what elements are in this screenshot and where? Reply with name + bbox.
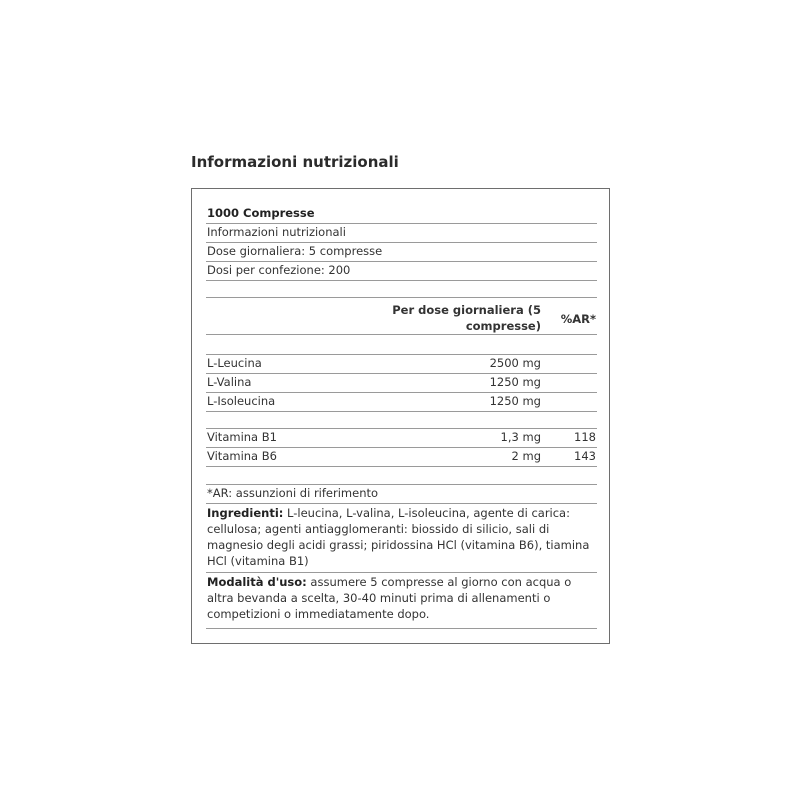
product-label: 1000 Compresse bbox=[207, 206, 315, 220]
nutrient-amount: 2 mg bbox=[511, 449, 541, 463]
table-header-row bbox=[206, 298, 597, 335]
section-label: Informazioni nutrizionali bbox=[207, 225, 346, 239]
nutrient-name: L-Leucina bbox=[207, 356, 262, 370]
table-row bbox=[206, 429, 597, 448]
spacer-row bbox=[206, 412, 597, 429]
page-title: Informazioni nutrizionali bbox=[191, 153, 399, 171]
footnote: *AR: assunzioni di riferimento bbox=[207, 486, 379, 500]
usage-text: assumere 5 compresse al giorno con acqua o altra bevanda a scelta, 30-40 minuti prima di allenamenti o competizioni o immediatamente dopo. bbox=[207, 575, 572, 621]
usage-block bbox=[206, 573, 597, 629]
doses-per-pack-row bbox=[206, 262, 597, 281]
ingredients-label: Ingredienti: bbox=[207, 506, 284, 520]
table-row bbox=[206, 448, 597, 467]
spacer-row bbox=[206, 281, 597, 298]
nutrient-name: Vitamina B1 bbox=[207, 430, 277, 444]
nutrient-amount: 1250 mg bbox=[489, 375, 541, 389]
header-ar: %AR* bbox=[560, 312, 596, 326]
section-row bbox=[206, 224, 597, 243]
header-dose: Per dose giornaliera (5 compresse) bbox=[392, 303, 541, 333]
daily-dose-label: Dose giornaliera: 5 compresse bbox=[207, 244, 383, 258]
footnote-row bbox=[206, 485, 597, 504]
daily-dose-row bbox=[206, 243, 597, 262]
nutrient-amount: 1250 mg bbox=[489, 394, 541, 408]
ingredients-text: L-leucina, L-valina, L-isoleucina, agente di carica: cellulosa; agenti antiagglomeranti: biossido di silicio, sali di magnesio degli acidi grassi; piridossina HCl (vitamina B6), tiamina HCl (vitamina B1) bbox=[207, 506, 590, 568]
ingredients-block bbox=[206, 504, 597, 573]
table-row bbox=[206, 374, 597, 393]
usage-label: Modalità d'uso: bbox=[207, 575, 307, 589]
nutrient-amount: 1,3 mg bbox=[500, 430, 541, 444]
spacer-row bbox=[206, 467, 597, 485]
product-row bbox=[206, 204, 597, 224]
spacer-row bbox=[206, 335, 597, 355]
doses-per-pack-label: Dosi per confezione: 200 bbox=[207, 263, 351, 277]
nutrient-name: L-Valina bbox=[207, 375, 252, 389]
nutrient-ar: 118 bbox=[574, 430, 596, 444]
nutrient-amount: 2500 mg bbox=[489, 356, 541, 370]
nutrition-panel bbox=[191, 188, 610, 644]
table-row bbox=[206, 355, 597, 374]
nutrient-ar: 143 bbox=[574, 449, 596, 463]
table-row bbox=[206, 393, 597, 412]
nutrient-name: L-Isoleucina bbox=[207, 394, 276, 408]
nutrient-name: Vitamina B6 bbox=[207, 449, 277, 463]
